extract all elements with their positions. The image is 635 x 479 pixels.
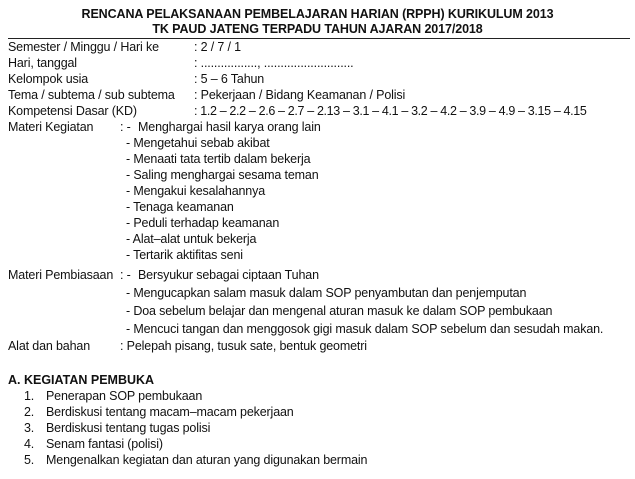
title-underline (8, 38, 630, 39)
info-value: : 1.2 – 2.2 – 2.6 – 2.7 – 2.13 – 3.1 – 4.1 – 3.2 – 4.2 – 3.9 – 4.9 – 3.15 – 4.15 (194, 104, 587, 118)
item-number: 1. (24, 389, 35, 403)
list-item: - Saling menghargai sesama teman (126, 168, 319, 182)
list-item: - Mencuci tangan dan menggosok gigi masuk dalam SOP sebelum dan sesudah makan. (126, 322, 604, 336)
list-item: - Mengucapkan salam masuk dalam SOP penyambutan dan penjemputan (126, 286, 527, 300)
info-label: Kelompok usia (8, 72, 89, 86)
document-title-line2: TK PAUD JATENG TERPADU TAHUN AJARAN 2017/2018 (152, 22, 483, 36)
materi-pembiasaan-label: Materi Pembiasaan (8, 268, 114, 282)
materi-pembiasaan-separator: : - (120, 268, 131, 282)
info-value: : Pekerjaan / Bidang Keamanan / Polisi (194, 88, 406, 102)
info-label: Semester / Minggu / Hari ke (8, 40, 159, 54)
list-item: - Tenaga keamanan (126, 200, 234, 214)
list-item: - Doa sebelum belajar dan mengenal aturan masuk ke dalam SOP pembukaan (126, 304, 553, 318)
item-text: Berdiskusi tentang tugas polisi (46, 421, 211, 435)
info-label: Hari, tanggal (8, 56, 77, 70)
item-text: Penerapan SOP pembukaan (46, 389, 203, 403)
list-item: Menghargai hasil karya orang lain (138, 120, 321, 134)
list-item: - Peduli terhadap keamanan (126, 216, 280, 230)
materi-kegiatan-label: Materi Kegiatan (8, 120, 94, 134)
item-text: Mengenalkan kegiatan dan aturan yang digunakan bermain (46, 453, 368, 467)
materi-kegiatan-separator: : - (120, 120, 131, 134)
item-text: Berdiskusi tentang macam–macam pekerjaan (46, 405, 294, 419)
item-number: 2. (24, 405, 35, 419)
list-item: - Tertarik aktifitas seni (126, 248, 243, 262)
item-number: 4. (24, 437, 35, 451)
info-value: : ................., ........................... (194, 56, 354, 70)
info-value: : 2 / 7 / 1 (194, 40, 241, 54)
info-label: Tema / subtema / sub subtema (8, 88, 175, 102)
alat-bahan-label: Alat dan bahan (8, 339, 91, 353)
info-label: Kompetensi Dasar (KD) (8, 104, 137, 118)
list-item: - Menaati tata tertib dalam bekerja (126, 152, 311, 166)
item-text: Senam fantasi (polisi) (46, 437, 163, 451)
list-item: - Mengakui kesalahannya (126, 184, 266, 198)
section-heading-kegiatan-pembuka: A. KEGIATAN PEMBUKA (8, 373, 155, 387)
list-item: - Mengetahui sebab akibat (126, 136, 270, 150)
document-title-line1: RENCANA PELAKSANAAN PEMBELAJARAN HARIAN (RPPH) KURIKULUM 2013 (81, 7, 554, 21)
list-item: - Alat–alat untuk bekerja (126, 232, 257, 246)
list-item: Bersyukur sebagai ciptaan Tuhan (138, 268, 319, 282)
item-number: 5. (24, 453, 35, 467)
alat-bahan-value: : Pelepah pisang, tusuk sate, bentuk geometri (120, 339, 367, 353)
item-number: 3. (24, 421, 35, 435)
info-value: : 5 – 6 Tahun (194, 72, 265, 86)
